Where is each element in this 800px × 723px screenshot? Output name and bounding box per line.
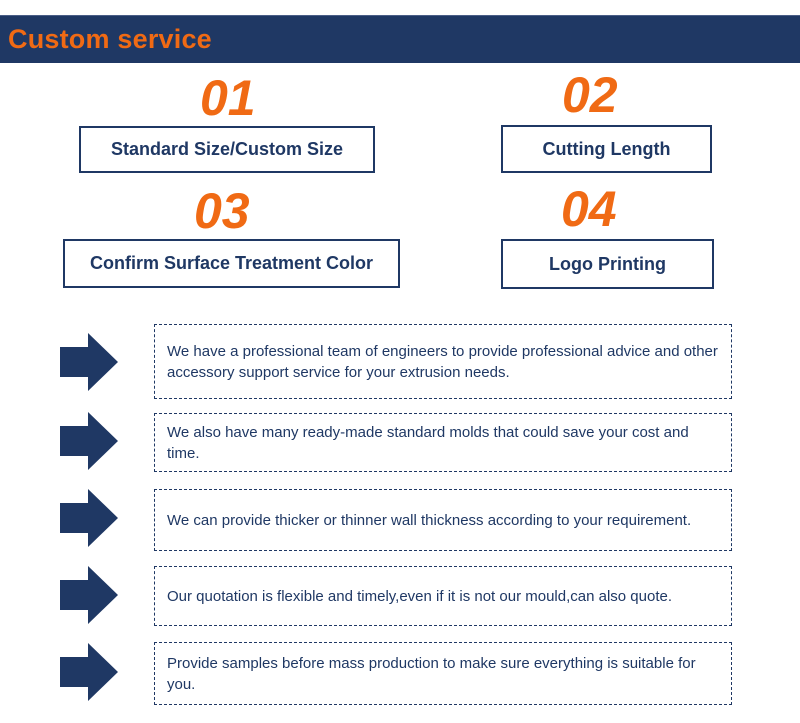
step-number-04: 04 [561,181,617,237]
step-label: Confirm Surface Treatment Color [89,253,374,273]
service-note-engineers [154,324,732,399]
step-label: Logo Printing [549,253,666,274]
step-label: Standard Size/Custom Size [110,139,344,159]
right-arrow-icon [60,489,118,547]
right-arrow-icon [60,566,118,624]
service-note-molds [154,413,732,472]
service-text: We have a professional team of engineers to provide professional advice and other accessory support service for your extrusion needs. [167,342,718,381]
step-box-logo-printing [501,239,714,289]
service-text: We can provide thicker or thinner wall thickness according to your requirement. [167,511,692,529]
service-note-samples [154,642,732,705]
header-bar [0,15,800,63]
step-box-standard-size [79,126,375,173]
step-number-03: 03 [194,183,250,239]
step-box-surface-color [63,239,400,288]
right-arrow-icon [60,333,118,391]
service-text: Provide samples before mass production to make sure everything is suitable for you. [167,654,696,693]
service-note-quotation [154,566,732,626]
step-label: Cutting Length [542,138,671,159]
step-number-02: 02 [562,67,618,123]
step-box-cutting-length [501,125,712,173]
right-arrow-icon [60,643,118,701]
page-title: Custom service [8,24,212,54]
right-arrow-icon [60,412,118,470]
service-text: Our quotation is flexible and timely,even if it is not our mould,can also quote. [167,587,672,605]
service-text: We also have many ready-made standard molds that could save your cost and time. [167,423,689,462]
step-number-01: 01 [200,70,256,126]
service-note-wall-thickness [154,489,732,551]
